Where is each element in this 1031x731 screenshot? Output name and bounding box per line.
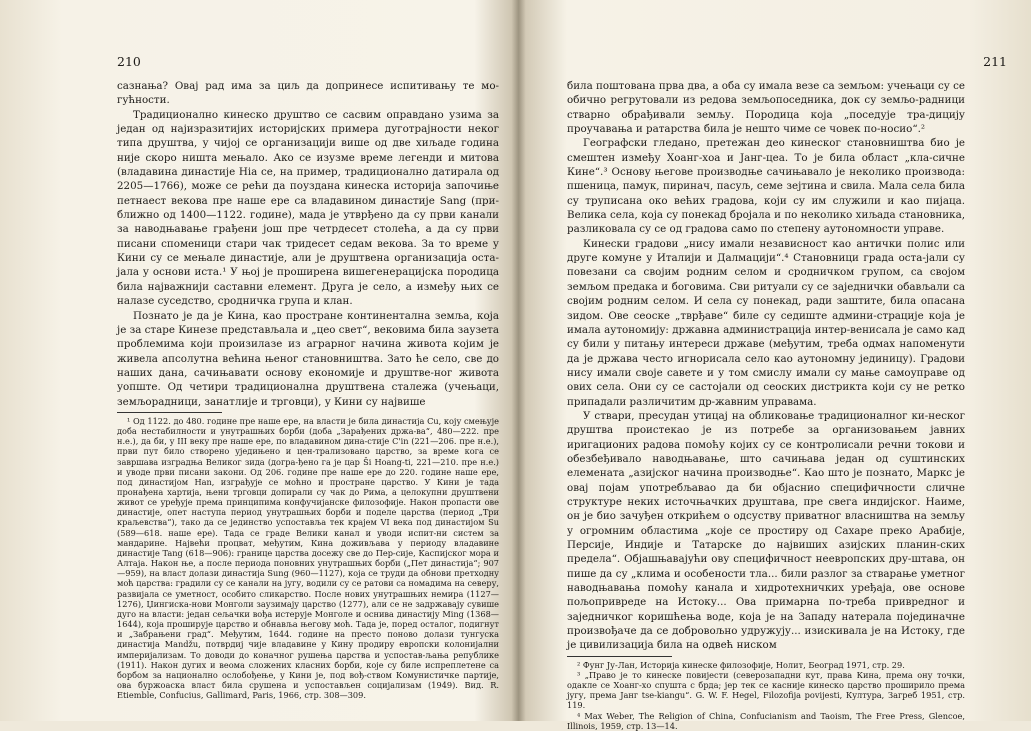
- footnote-divider: [117, 412, 222, 413]
- paragraph: Кинески градови „нису имали независност као антички полис или друге комуне у Италији и Далмацији“.⁴ Становници града оста-јали су повезани са својим родним селом и сродничком групом, са својом земљом предака и боговима. Сви ритуали су се заједнички обављали са својим родним селом. И села су понекад, ради заштите, била опасана зидом. Ове сеоске „тврђаве“ биле су седиште админи-страције која је имала аутономију: државна администрација интер-венисала је само кад су били у питању интереси државе (међутим, треба одмах напоменути да је држава често игнорисала село као аутономну јединицу). Градови нису имали своје савете и у том смислу имали су мање самоуправе од ових села. Они су се састојали од сеоских дистрикта који су не ретко припадали различитим др-жавним управама.: [567, 237, 965, 408]
- footnote: ¹ Од 1122. до 480. године пре наше ере, на власти је била династија Cu, коју смењује доба нестабилности и унутрашњих борби (доба „Зарађених држа-ва“, 480—222. пре н.е.), да би, у III веку пре наше ере, по владавином дина-стије C'in (221—206. пре н.е.), први пут било створено уједињено и цен-трализовано царство, за време кога се завршава изградња Великог зида (догра-ђено га је цар Ši Hoang-ti, 221—210. пре н.е.) и уводе први писани закони. Од 206. године пре наше ере до 220. године наше ере, под династијом Han, изграђује се моћно и простране царство. У Кини је тада пронађена хартија, њени трговци допирали су чак до Рима, а целокупни друштвени живот се уређује према принципима конфучијанске филозофије. Након пропасти ове династије, опет наступа период унутрашњих борби и поделе царства (период „Три краљевства“), тако да се јединство успоставља тек крајем VI века под династијом Su (589—618. наше ере). Тада се граде Велики канал и уводи испит-ни систем за мандарине. Највећи процват, међутим, Кина доживљава у периоду владавине династије Tang (618—906): границе царства досежу све до Пер-сије, Каспијског мора и Алтаја. Након ње, а после периода поновних унутрашњих борби („Пет династија“; 907—959), на власт долази династија Sung (960—1127), која се труди да обнови претходну моћ царства: градили су се канали на југу, водили су се ратови са номадима на северу, развијала се уметност, особито сликарство. После нових унутрашњих немира (1127—1276), Џингиска-нови Монголи заузимају царство (1277), али се не задржавају сувише дуго на власти: један сељачки вођа истерује Монголе и оснива династију Ming (1368—1644), која проширује царство и обнавља његову моћ. Тада је, поред осталог, подигнут и „Забрањени град“. Међутим, 1644. године на престо поново долази тунгуска династија Mandžu, потврдиј чије владавине у Кину продиру европски колонијални империјализам. То доводи до коначног рушења царства и успостав-љања републике (1911). Након дугих и веома сложених класних борби, које су биле испреплетене са борбом за национално ослобођење, у Кини је, под вођ-ством Комунистичке партије, ова буржоаска власт била срушена и успостављен социјализам (1949). Вид. R. Etiemble, Confucius, Gallimard, Paris, 1966, стр. 308—309.: [117, 415, 499, 701]
- footnotes: [117, 416, 499, 700]
- footnote: ³ „Право је то кинеске повијести (северозападни кут, права Кина, према ону точки, одакле се Хоанг-хо спушта с брда; јер тек се касније кинеско царство проширило према југу, према Јанг tse-kiangu“. G. W. F. Hegel, Filozofija povijesti, Култура, Загреб 1951, стр. 119.: [567, 669, 965, 711]
- right-page: [516, 0, 1031, 731]
- footnote: ² Фунг Ју-Лан, Историја кинеске филозофије, Нолит, Београд 1971, стр. 29.: [577, 659, 905, 670]
- paragraph: Традиционално кинеско друштво се сасвим оправдано узима за један од најизразитијих историјских примера дуготрајности неког типа друштва, у чијој се организацији више од две хиљаде година није скоро ништа мењало. Ако се изузме време легенди и митова (владавина династије Hia се, на пример, традиционално датирала од 2205—1766), може се рећи да поуздана кинеска историја започиње петнаест векова пре наше ере са владавином династије Sang (при-ближно од 1400—1122. године), мада је утврђено да су први канали за наводњавање грађени још пре четрдесет столећа, а да су први писани споменици стари чак тридесет седам векова. За то време у Кини су се мењале династије, али је друштвена организација оста-јала у основи иста.¹ У њој је проширена вишегенерацијска породица била најважнији саставни елемент. Друга је село, а између њих се налазе суседство, сродничка група и клан.: [117, 108, 499, 308]
- paragraph: Познато је да је Кина, као простране континентална земља, која је за старе Кинезе представљала и „цео свет“, вековима била заузета проблемима који произилазе из аграрног начина живота којим је живела апсолутна већина њеног становништва. Зато ће село, све до наших дана, сачињавати основу економије и друштве-ног живота уопште. Од четири традиционална друштвена сталежа (учењаци, земљорадници, занатлије и трговци), у Кини су највише: [117, 309, 499, 408]
- right-page-text: [567, 79, 965, 731]
- paragraph: сазнања? Овај рад има за циљ да допринесе испитивању те мо-гућности.: [117, 80, 499, 107]
- paragraph: Географски гледано, претежан део кинеског становништва био је смештен између Хоанг-хоа и Јанг-цеа. То је била област „кла-сичне Кине“.³ Основу његове производње сачињавало је неколико производа: пшеница, памук, пиринач, пасуљ, семе зејтина и свила. Мала села била су труписана око већих градова, који су им служили и као пијаца. Велика села, која су понекад бројала и по неколико хиљада становника, разликовала су се од градова само по степену аутономности управе.: [567, 137, 965, 236]
- footnote: ⁴ Max Weber, The Religion of China, Confucianism and Taoism, The Free Press, Glencoe, Illinois, 1959, стр. 13—14.: [567, 710, 965, 731]
- footnote-divider: [567, 656, 672, 657]
- paragraph: била поштована прва два, а оба су имала везе са земљом: учењаци су се обично регрутовали из редова земљопоседника, док су земљо-радници стварно обрађивали земљу. Породица која „поседује тра-дицију проучавања и ратарства била је нешто чиме се човек по-носио“.²: [567, 80, 965, 136]
- page-number-left: 210: [117, 54, 141, 69]
- left-page-text: [117, 79, 499, 700]
- footnotes: [567, 660, 965, 731]
- left-page: [0, 0, 515, 721]
- paragraph: У ствари, пресудан утицај на обликовање традиционалног ки-неског друштва проистекао је из потребе за организовањем јавних иригационих радова помоћу којих су се контролисали речни токови и обезбеђивало наводњавање, што сачињава један од суштинских елемената „азијског начина производње“. Као што је познато, Маркс је овај појам употребљавао да би објаснио специфичности сличне структуре неких источњачких друштава, пре свега индијског. Наиме, он је био зачуђен открићем о одсуству приватног власништва на земљу у огромним областима „које се простиру од Сахаре преко Арабије, Персије, Индије и Татарске до највиших азијских планин-ских предела“. Објашњавајући ову специфичност неевропских дру-штава, он пише да су „клима и особености тла... били разлог за стварање уметног наводњавања помоћу канала и хидротехничких уређаја, ове основе пољопривреде на Истоку... Ова примарна по-треба привредног и заједничког коришћења воде, која је на Западу натерала појединачне произвођаче да се добровољно удружују... изискивала је на Истоку, где је цивилизација била на одвећ ниском: [567, 409, 965, 652]
- page-number-right: 211: [983, 54, 1007, 69]
